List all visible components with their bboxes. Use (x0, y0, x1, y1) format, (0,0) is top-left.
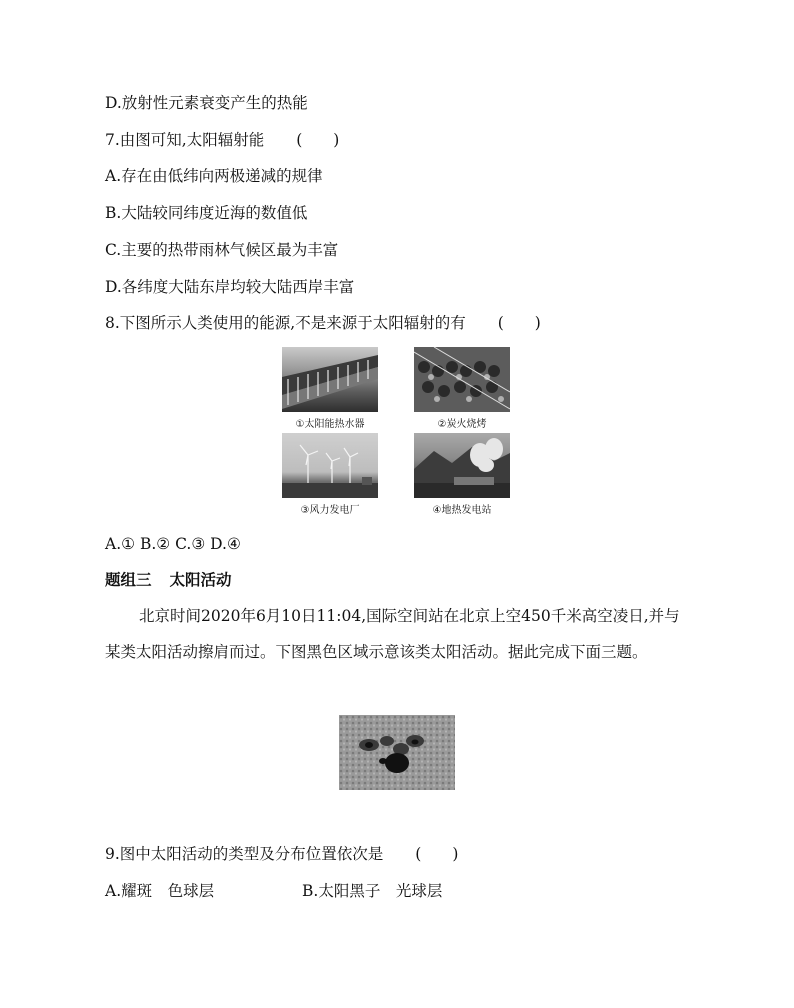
q8-options: A.① B.② C.③ D.④ (105, 535, 241, 553)
q8-answer-paren: ( ) (497, 314, 541, 332)
q9-option-b: B.太阳黑子 光球层 (302, 882, 443, 900)
barbecue-photo (414, 347, 510, 412)
q7-answer-paren: ( ) (296, 131, 340, 149)
intro-paragraph: 北京时间2020年6月10日11:04,国际空间站在北京上空450千米高空凌日,并与某类太阳活动擦肩而过。下图黑色区域示意该类太阳活动。据此完成下面三题。 (105, 607, 680, 661)
q7-stem-text: 7.由图可知,太阳辐射能 (105, 131, 265, 149)
caption-3: ③风力发电厂 (300, 505, 360, 516)
q7-option-c: C.主要的热带雨林气候区最为丰富 (105, 241, 339, 259)
caption-2: ②炭火烧烤 (437, 419, 487, 430)
section-name: 太阳活动 (169, 571, 232, 589)
q9-option-a: A.耀斑 色球层 (105, 882, 215, 900)
section-title: 题组三 (105, 571, 152, 589)
solar-water-heater-photo (282, 347, 378, 412)
q8-stem-text: 8.下图所示人类使用的能源,不是来源于太阳辐射的有 (105, 314, 466, 332)
geothermal-plant-photo (414, 433, 510, 498)
q9-stem (105, 844, 458, 864)
sunspot-image (339, 715, 455, 790)
wind-farm-photo (282, 433, 378, 498)
q7-option-b: B.大陆较同纬度近海的数值低 (105, 204, 308, 222)
q8-stem (105, 313, 541, 333)
q9-answer-paren: ( ) (415, 845, 459, 863)
q6-option-d: D.放射性元素衰变产生的热能 (105, 94, 308, 112)
caption-1: ①太阳能热水器 (295, 419, 365, 430)
q7-stem (105, 130, 339, 150)
q8-figure (282, 347, 512, 522)
caption-4: ④地热发电站 (432, 505, 492, 516)
q7-option-d: D.各纬度大陆东岸均较大陆西岸丰富 (105, 278, 355, 296)
q9-stem-text: 9.图中太阳活动的类型及分布位置依次是 (105, 845, 384, 863)
q7-option-a: A.存在由低纬向两极递减的规律 (105, 167, 323, 185)
section-heading (105, 570, 232, 590)
